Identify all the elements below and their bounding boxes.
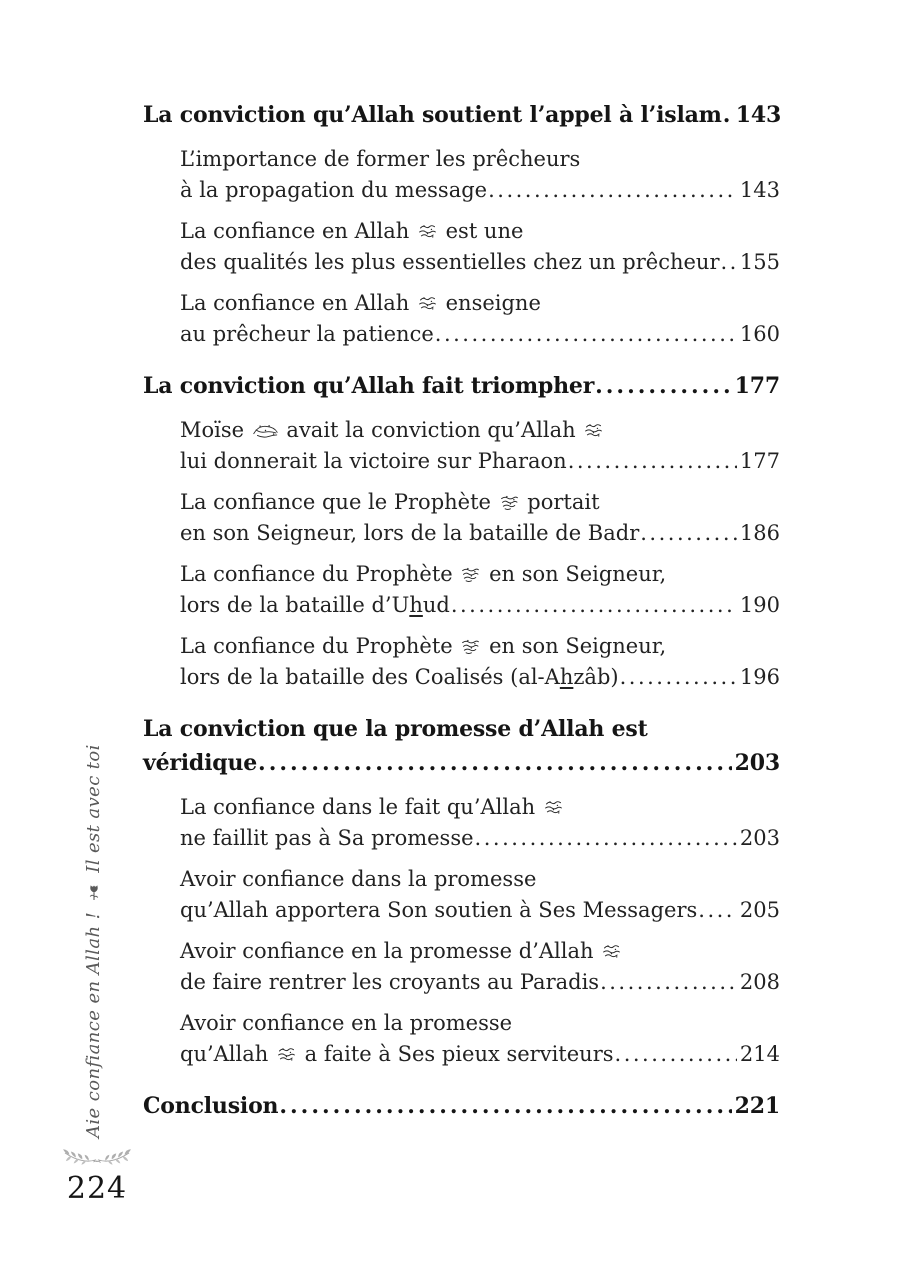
toc-page-number: 186 — [739, 520, 780, 545]
dotted-leader — [595, 369, 732, 403]
toc-page-number: 177 — [739, 448, 780, 473]
toc-text: La confiance du Prophète — [180, 634, 460, 658]
toc-text: La conviction qu’Allah soutient l’appel à l’islam — [143, 102, 722, 128]
toc-text: Avoir confiance en la promesse d’Allah — [180, 939, 601, 963]
running-title-part2: Il est avec toi — [83, 744, 104, 873]
toc-entry-sub — [143, 936, 780, 997]
honorific-jalla-jalaluhu-icon — [417, 295, 438, 312]
toc-line — [143, 369, 780, 403]
toc-text: à la propagation du message — [180, 177, 488, 202]
toc-line-text — [143, 98, 722, 132]
page-number: 224 — [66, 1171, 128, 1206]
toc-line — [143, 712, 780, 746]
toc-line-text — [180, 662, 619, 693]
toc-line-text — [180, 518, 639, 549]
toc-entry-sub — [143, 487, 780, 548]
table-of-contents — [143, 98, 780, 1135]
toc-line — [180, 319, 780, 350]
page-footer — [46, 1146, 148, 1205]
toc-text: La confiance en Allah — [180, 291, 416, 315]
toc-text: qu’Allah — [180, 1041, 275, 1066]
toc-line-text — [143, 746, 257, 780]
toc-text: La conviction que la promesse d’Allah est — [143, 716, 648, 742]
honorific-jalla-jalaluhu-icon — [601, 943, 622, 960]
toc-line-text — [180, 967, 599, 998]
toc-line — [143, 1089, 780, 1123]
toc-line-text — [180, 895, 697, 926]
toc-text: véridique — [143, 750, 258, 776]
dotted-leader — [615, 1039, 737, 1070]
toc-page-number: 160 — [739, 321, 780, 346]
toc-line-text — [180, 1039, 614, 1070]
dotted-leader — [640, 518, 737, 549]
honorific-salla-llahu-alayhi-wa-sallam-icon — [499, 494, 520, 511]
toc-line — [180, 967, 780, 998]
dotted-leader — [258, 746, 732, 780]
toc-text: enseigne — [438, 291, 541, 315]
toc-text: en son Seigneur, — [482, 634, 667, 658]
running-title-part1: Aie confiance en Allah ! — [83, 911, 104, 1138]
dotted-leader — [451, 590, 737, 621]
laurel-divider-icon — [58, 1146, 136, 1168]
toc-line — [180, 446, 780, 477]
dotted-leader — [279, 1089, 731, 1123]
toc-entry-sub — [143, 864, 780, 925]
toc-text: La confiance en Allah — [180, 219, 416, 243]
toc-text: qu’Allah apportera Son soutien à Ses Messagers — [180, 897, 698, 922]
toc-text: lors de la bataille d’U — [180, 592, 410, 617]
toc-line-text — [143, 369, 594, 403]
toc-line — [180, 216, 780, 247]
dotted-leader — [600, 967, 737, 998]
toc-entry-sub — [143, 288, 780, 349]
dotted-leader — [568, 446, 737, 477]
toc-text: ud — [422, 592, 450, 617]
toc-entry-sub — [143, 144, 780, 205]
toc-entry-sub — [143, 559, 780, 620]
toc-text: lors de la bataille des Coalisés (al-A — [180, 664, 560, 689]
toc-page-number: 203 — [739, 825, 780, 850]
toc-line — [180, 631, 780, 662]
toc-text: avait la conviction qu’Allah — [279, 418, 583, 442]
toc-text: La confiance du Prophète — [180, 562, 460, 586]
dotted-leader — [620, 662, 737, 693]
toc-page-number: 205 — [739, 897, 780, 922]
toc-line — [180, 895, 780, 926]
toc-text: au prêcheur la patience — [180, 321, 434, 346]
toc-text: Avoir confiance dans la promesse — [180, 867, 537, 891]
toc-line — [180, 864, 780, 895]
honorific-salla-llahu-alayhi-wa-sallam-icon — [460, 638, 481, 655]
toc-line — [180, 559, 780, 590]
toc-line — [143, 746, 780, 780]
toc-line — [180, 823, 780, 854]
toc-entry-sub — [143, 631, 780, 692]
toc-line-text — [180, 319, 434, 350]
dotted-leader — [721, 247, 737, 278]
toc-page-number: 177 — [734, 373, 780, 399]
toc-text: Avoir confiance en la promesse — [180, 1011, 513, 1035]
toc-line — [180, 662, 780, 693]
dotted-leader — [723, 98, 733, 132]
sidebar-running-title — [83, 744, 104, 1138]
toc-line — [180, 487, 780, 518]
honorific-jalla-jalaluhu-icon — [417, 223, 438, 240]
toc-line — [180, 1039, 780, 1070]
toc-page-number: 143 — [739, 177, 780, 202]
toc-text: L’importance de former les prêcheurs — [180, 147, 581, 171]
toc-entry-sub — [143, 216, 780, 277]
dotted-leader — [475, 823, 737, 854]
toc-page-number: 214 — [739, 1041, 780, 1066]
toc-text: portait — [520, 490, 600, 514]
toc-page-number: 143 — [735, 102, 782, 128]
toc-text: h — [559, 664, 574, 689]
toc-page-number: 190 — [739, 592, 780, 617]
toc-text: en son Seigneur, lors de la bataille de Badr — [180, 520, 640, 545]
toc-line-text — [180, 175, 487, 206]
toc-text: des qualités les plus essentielles chez un prêcheur — [180, 249, 720, 274]
toc-text: ne faillit pas à Sa promesse — [180, 825, 474, 850]
toc-line — [180, 288, 780, 319]
toc-line-text — [180, 590, 450, 621]
toc-text: zâb) — [573, 664, 619, 689]
toc-text: lui donnerait la victoire sur Pharaon — [180, 448, 567, 473]
toc-line — [180, 415, 780, 446]
toc-line — [180, 792, 780, 823]
toc-text: h — [409, 592, 423, 617]
dotted-leader — [435, 319, 737, 350]
toc-entry-chapter — [143, 369, 780, 403]
dotted-leader — [698, 895, 737, 926]
toc-line — [180, 247, 780, 278]
toc-line-text — [143, 1089, 278, 1123]
toc-page-number: 203 — [734, 750, 780, 776]
toc-line-text — [180, 247, 720, 278]
honorific-jalla-jalaluhu-icon — [276, 1046, 297, 1063]
tulip-icon — [88, 884, 101, 900]
toc-line-text — [180, 823, 474, 854]
toc-line — [180, 144, 780, 175]
toc-line-text — [180, 446, 567, 477]
toc-line — [180, 175, 780, 206]
toc-page-number: 208 — [739, 969, 780, 994]
toc-page-number: 221 — [734, 1093, 780, 1119]
toc-entry-sub — [143, 792, 780, 853]
toc-page-number: 196 — [739, 664, 780, 689]
toc-line — [180, 590, 780, 621]
toc-entry-chapter — [143, 98, 780, 132]
dotted-leader — [488, 175, 737, 206]
toc-line — [180, 936, 780, 967]
toc-entry-sub — [143, 415, 780, 476]
toc-page-number: 155 — [739, 249, 780, 274]
honorific-jalla-jalaluhu-icon — [543, 799, 564, 816]
toc-text: en son Seigneur, — [482, 562, 667, 586]
toc-text: Moïse — [180, 418, 251, 442]
toc-text: est une — [438, 219, 524, 243]
toc-text: La confiance dans le fait qu’Allah — [180, 795, 542, 819]
honorific-alayhi-salam-icon — [252, 422, 279, 439]
toc-entry-sub — [143, 1008, 780, 1069]
toc-text: de faire rentrer les croyants au Paradis — [180, 969, 600, 994]
toc-entry-chapter — [143, 1089, 780, 1123]
toc-text: Conclusion — [143, 1093, 279, 1119]
toc-entry-chapter — [143, 712, 780, 780]
toc-text: a faite à Ses pieux serviteurs — [297, 1041, 614, 1066]
honorific-salla-llahu-alayhi-wa-sallam-icon — [460, 566, 481, 583]
honorific-jalla-jalaluhu-icon — [583, 422, 604, 439]
toc-line — [143, 98, 780, 132]
toc-line — [180, 1008, 780, 1039]
toc-line — [180, 518, 780, 549]
toc-text: La confiance que le Prophète — [180, 490, 498, 514]
toc-text: La conviction qu’Allah fait triompher — [143, 373, 595, 399]
